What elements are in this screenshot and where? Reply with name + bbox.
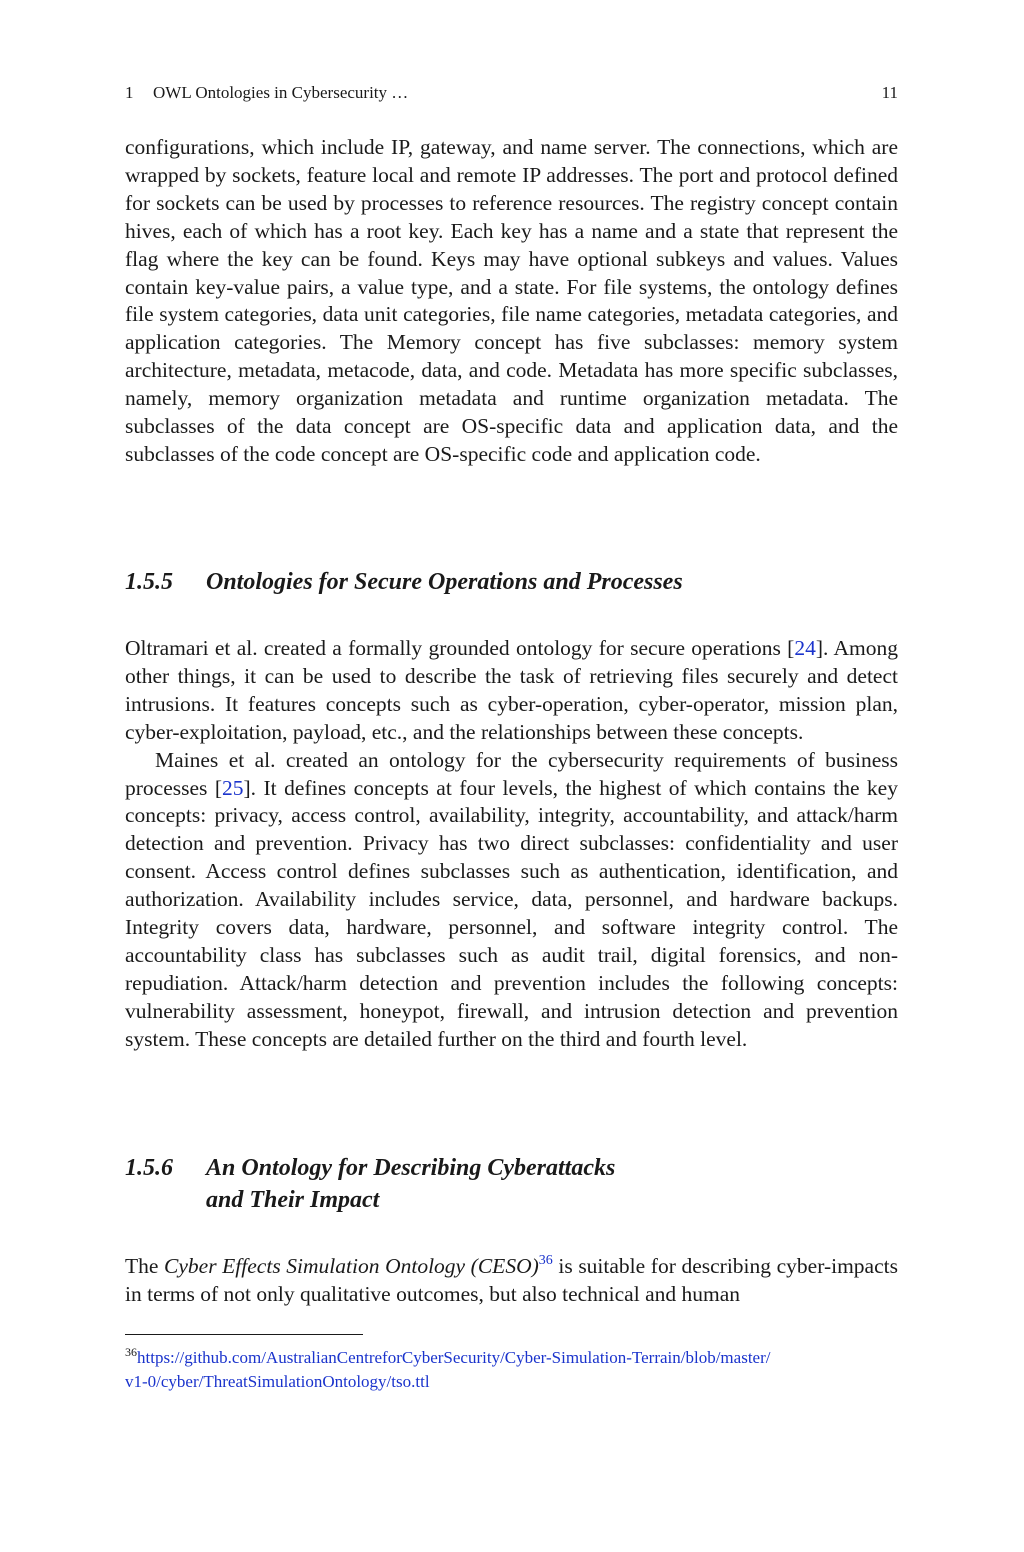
section-title: Ontologies for Secure Operations and Processes — [206, 569, 683, 595]
footnote-url-line-1[interactable]: https://github.com/AustralianCentreforCyberSecurity/Cyber-Simulation-Terrain/blob/master/ — [137, 1348, 771, 1367]
chapter-title: OWL Ontologies in Cybersecurity … — [153, 83, 409, 102]
text-run: Oltramari et al. created a formally grounded ontology for secure operations [ — [125, 636, 795, 660]
paragraph: configurations, which include IP, gateway, and name server. The connections, which are wrapped by sockets, feature local and remote IP addresses. The port and protocol defined for sockets can be used by processes to reference resources. The registry concept contain hives, each of which has a root key. Each key has a name and a state that represent the flag where the key can be found. Keys may have optional subkeys and values. Values contain key-value pairs, a value type, and a state. For file systems, the ontology defines file system categories, data unit categories, file name categories, metadata categories, and application categories. The Memory concept has five subclasses: memory system architecture, metadata, metacode, data, and code. Metadata has more specific subclasses, namely, memory organization metadata and runtime organization metadata. The subclasses of the data concept are OS-specific data and application data, and the subclasses of the code concept are OS-specific code and application code. — [125, 135, 898, 466]
section-number: 1.5.6 — [125, 1155, 173, 1181]
citation-link[interactable]: 25 — [222, 775, 244, 800]
running-head — [125, 82, 898, 104]
footnote-divider — [125, 1334, 363, 1335]
section-1-5-6-body — [125, 1253, 898, 1309]
paragraph — [125, 635, 898, 747]
section-title-line-1: An Ontology for Describing Cyberattacks — [206, 1155, 616, 1181]
footnote-url-line-2[interactable]: v1-0/cyber/ThreatSimulationOntology/tso.ttl — [125, 1372, 430, 1391]
section-heading-1-5-6 — [125, 1152, 898, 1216]
ontology-name: Cyber Effects Simulation Ontology (CESO) — [164, 1254, 539, 1278]
footnote-marker: 36 — [125, 1345, 137, 1359]
paragraph — [125, 1253, 898, 1309]
text-run: Maines et al. created an ontology for the cybersecurity requirements of business processes [ — [125, 747, 898, 800]
text-run: ]. It defines concepts at four levels, the highest of which contains the key concepts: privacy, access control, availability, integrity, accountability, and attack/harm detection and prevention. Privacy has two direct subclasses: confidentiality and user consent. Access control defines subclasses such as authentication, identification, and authorization. Availability includes service, data, personnel, and hardware backups. Integrity covers data, hardware, personnel, and software integrity control. The accountability class has subclasses such as audit trail, digital forensics, and non-repudiation. Attack/harm detection and prevention includes the following concepts: vulnerability assessment, honeypot, firewall, and intrusion detection and prevention system. These concepts are detailed further on the third and fourth level. — [125, 775, 898, 1051]
section-1-5-5-body — [125, 635, 898, 1054]
citation-link[interactable]: 24 — [794, 636, 816, 660]
page-number: 11 — [881, 83, 898, 102]
section-title-line-2: and Their Impact — [206, 1187, 380, 1213]
paragraph — [125, 747, 898, 1054]
continued-section-text — [125, 134, 898, 469]
running-head-title — [125, 82, 408, 104]
section-number: 1.5.5 — [125, 569, 173, 595]
footnote-reference[interactable]: 36 — [538, 1253, 553, 1268]
text-run: The — [125, 1254, 165, 1278]
text-run: ]. Among other things, it can be used to describe the task of retrieving files securely and detect intrusions. It features concepts such as cyber-operation, cyber-operator, mission plan, cyber-exploitation, payload, etc., and the relationships between these concepts. — [125, 636, 898, 744]
text-run: is suitable for describing cyber-impacts in terms of not only qualitative outcomes, but also technical and human — [125, 1254, 898, 1306]
footnote — [125, 1346, 898, 1394]
section-heading-1-5-5 — [125, 566, 898, 598]
chapter-number: 1 — [125, 83, 134, 102]
